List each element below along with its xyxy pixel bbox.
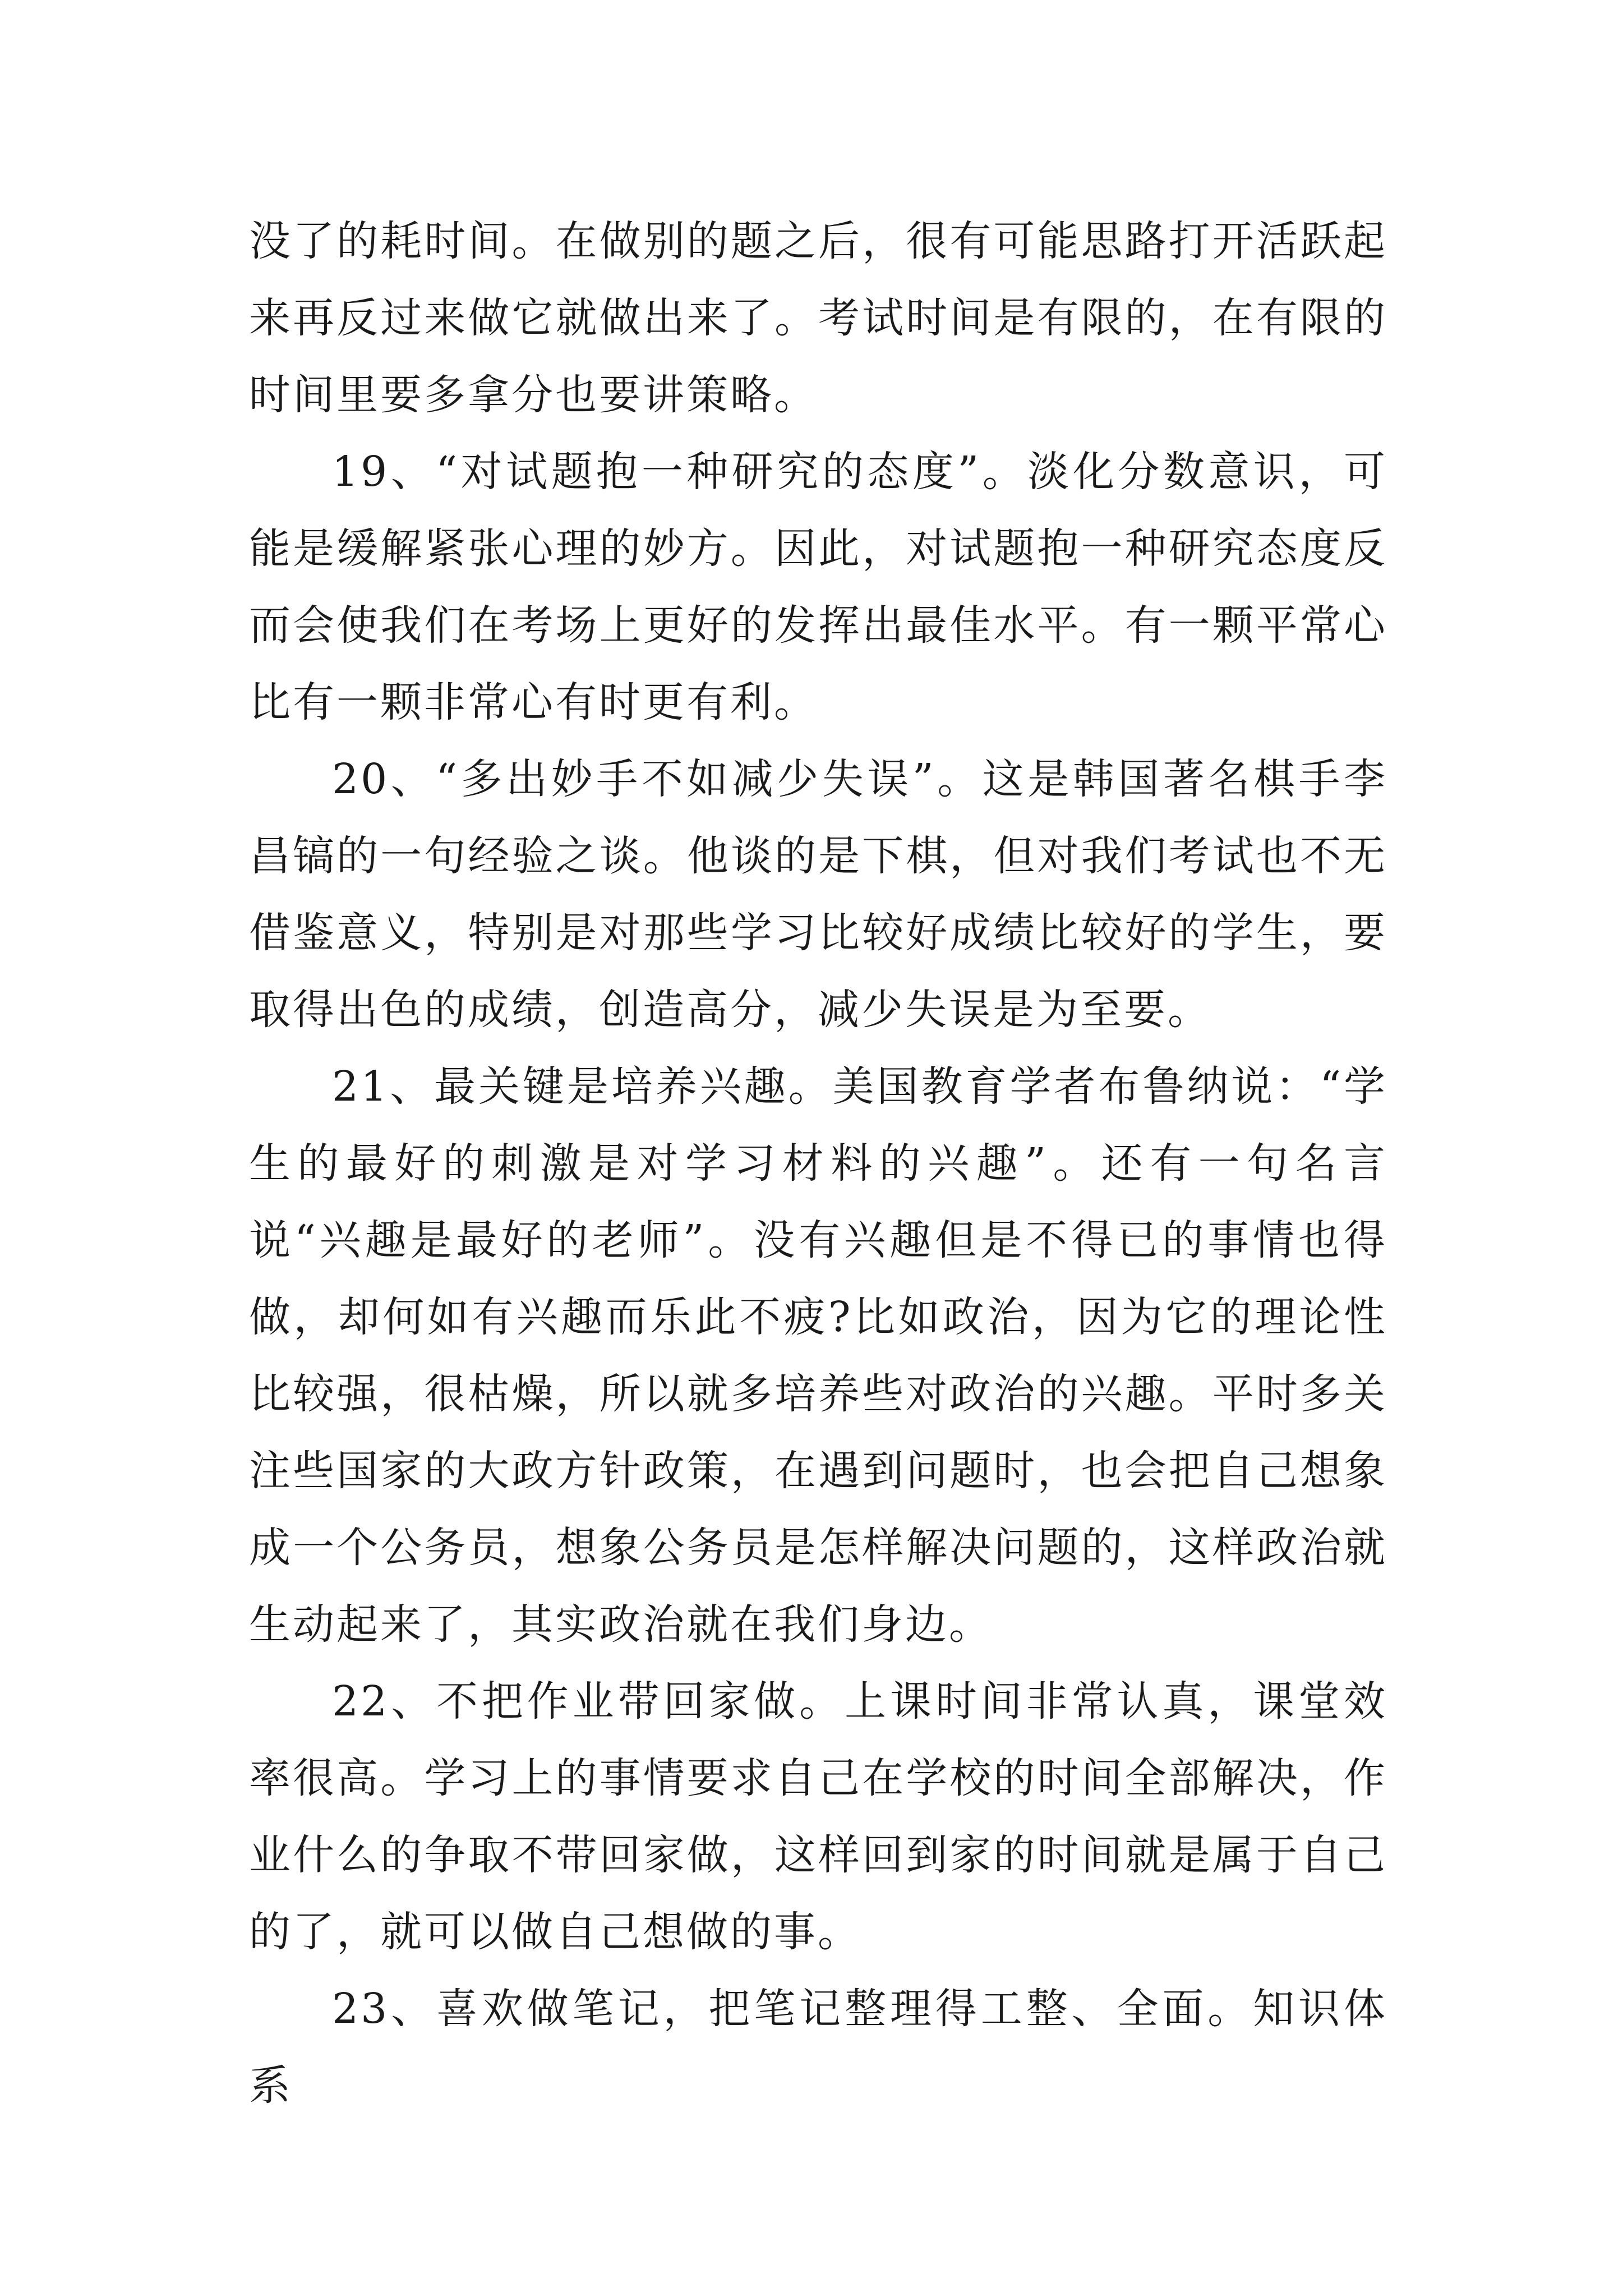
paragraph-19: 19、“对试题抱一种研究的态度”。淡化分数意识，可能是缓解紧张心理的妙方。因此，对试题抱一种研究态度反而会使我们在考场上更好的发挥出最佳水平。有一颗平常心比有一颗非常心有时更有利。 [249,448,1387,726]
paragraph-20: 20、“多出妙手不如减少失误”。这是韩国著名棋手李昌镐的一句经验之谈。他谈的是下棋，但对我们考试也不无借鉴意义，特别是对那些学习比较好成绩比较好的学生，要取得出色的成绩，创造高分，减少失误是为至要。 [249,755,1387,1034]
paragraph-22: 22、不把作业带回家做。上课时间非常认真，课堂效率很高。学习上的事情要求自己在学校的时间全部解决，作业什么的争取不带回家做，这样回到家的时间就是属于自己的了，就可以做自己想做的事。 [249,1677,1387,1956]
body-text [249,203,1387,2124]
paragraph-23: 23、喜欢做笔记，把笔记整理得工整、全面。知识体系 [249,1985,1387,2110]
paragraph-continued: 没了的耗时间。在做别的题之后，很有可能思路打开活跃起来再反过来做它就做出来了。考试时间是有限的，在有限的时间里要多拿分也要讲策略。 [249,217,1387,419]
paragraph-21: 21、最关键是培养兴趣。美国教育学者布鲁纳说：“学生的最好的刺激是对学习材料的兴趣”。还有一句名言说“兴趣是最好的老师”。没有兴趣但是不得已的事情也得做，却何如有兴趣而乐此不疲?比如政治，因为它的理论性比较强，很枯燥，所以就多培养些对政治的兴趣。平时多关注些国家的大政方针政策，在遇到问题时，也会把自己想象成一个公务员，想象公务员是怎样解决问题的，这样政治就生动起来了，其实政治就在我们身边。 [249,1062,1387,1649]
